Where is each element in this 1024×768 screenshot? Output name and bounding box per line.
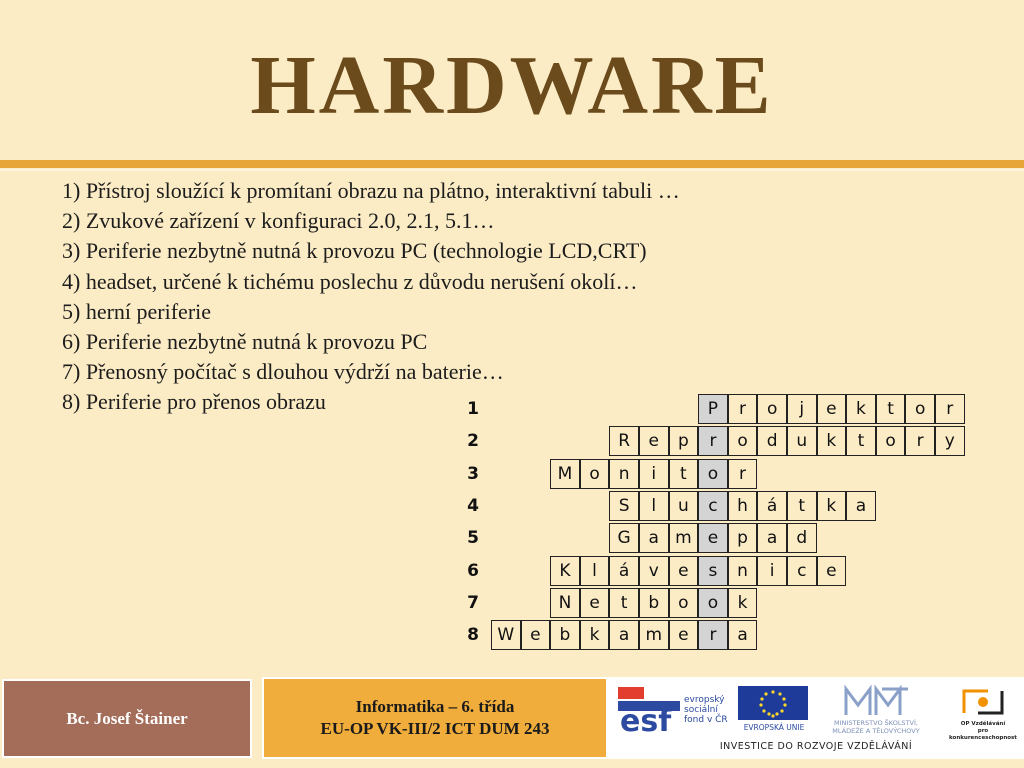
crossword-cell: k [817,491,847,521]
crossword-cell: o [669,588,699,618]
crossword-cell: v [639,556,669,586]
crossword-cell: k [580,620,610,650]
investment-slogan: INVESTICE DO ROZVOJE VZDĚLÁVÁNÍ [719,741,913,752]
esf-label-2: sociální [684,705,718,715]
title-divider [0,160,1024,168]
clue-5: 5) herní periferie [62,298,212,324]
esf-logo [614,685,732,737]
crossword-cell: y [935,426,965,456]
crossword-cell: á [757,491,787,521]
crossword-cell: o [757,394,787,424]
crossword-cell: G [609,523,639,553]
crossword-cell: u [669,491,699,521]
crossword-cell: t [669,459,699,489]
course-box [262,677,608,759]
crossword-cell: o [905,394,935,424]
crossword-cell: S [609,491,639,521]
crossword-cell: o [698,459,728,489]
crossword-cell: a [728,620,758,650]
clue-1: 1) Přístroj sloužící k promítaní obrazu na plátno, interaktivní tabuli … [62,178,680,203]
crossword-cell: P [698,394,728,424]
crossword-cell: n [728,556,758,586]
crossword-cell: l [639,491,669,521]
crossword-cell: k [728,588,758,618]
crossword-cell: N [550,588,580,618]
crossword-cell: d [787,523,817,553]
course-title: Informatika – 6. třída [355,697,515,716]
crossword-cell: e [817,394,847,424]
clue-2: 2) Zvukové zařízení v konfiguraci 2.0, 2.1, 5.1… [62,208,495,234]
crossword-cell: e [817,556,847,586]
eu-caption: EVROPSKÁ UNIE [743,723,805,732]
crossword-cell: a [757,523,787,553]
title-divider-highlight [0,169,1024,171]
crossword-cell: K [550,556,580,586]
msmt-logo-icon [842,683,912,719]
course-code: EU-OP VK-III/2 ICT DUM 243 [320,719,550,738]
crossword-cell: k [817,426,847,456]
crossword-cell: e [669,556,699,586]
crossword-cell: r [698,620,728,650]
crossword-cell: j [787,394,817,424]
crossword-cell: t [609,588,639,618]
crossword-cell: r [698,426,728,456]
crossword-cell: t [787,491,817,521]
esf-label-3: fond v ČR [684,715,728,725]
crossword-cell: b [639,588,669,618]
crossword-cell: p [728,523,758,553]
crossword-cell: k [846,394,876,424]
crossword-cell: r [728,459,758,489]
crossword-cell: e [521,620,551,650]
crossword-cell: R [609,426,639,456]
crossword-cell: M [550,459,580,489]
opvk-caption: OP Vzdělávání pro konkurenceschopnost [949,721,1017,741]
crossword-cell: s [698,556,728,586]
crossword-cell: e [580,588,610,618]
crossword-cell: á [609,556,639,586]
crossword-cell: r [905,426,935,456]
crossword-cell: h [728,491,758,521]
clue-8: 8) Periferie pro přenos obrazu [62,389,326,415]
clue-3: 3) Periferie nezbytně nutná k provozu PC (technologie LCD,CRT) [62,238,647,264]
crossword-cell: i [757,556,787,586]
crossword-cell: o [698,588,728,618]
svg-text:esf: esf [620,704,672,735]
crossword-row-number: 6 [467,560,479,581]
crossword-cell: t [846,426,876,456]
crossword-cell: t [876,394,906,424]
crossword-cell: i [639,459,669,489]
crossword-cell: m [639,620,669,650]
crossword-row-number: 8 [467,625,479,646]
crossword-row-number: 4 [467,495,479,516]
crossword-cell: o [728,426,758,456]
eu-flag-icon [738,686,808,720]
crossword-cell: e [698,523,728,553]
crossword-cell: r [728,394,758,424]
crossword-cell: W [491,620,521,650]
clue-7: 7) Přenosný počítač s dlouhou výdrží na baterie… [62,359,504,385]
clue-4: 4) headset, určené k tichému poslechu z důvodu nerušení okolí… [62,268,638,294]
crossword-cell: e [669,620,699,650]
esf-icon [614,685,684,735]
opvk-logo-icon [958,683,1008,721]
crossword-cell: a [639,523,669,553]
crossword-row-number: 5 [467,528,479,549]
title-band [0,0,1024,158]
crossword-row-number: 3 [467,463,479,484]
funding-logos [608,677,1024,759]
crossword-cell: a [609,620,639,650]
crossword-row-number: 1 [467,399,479,419]
msmt-caption: MINISTERSTVO ŠKOLSTVÍ, MLÁDEŽE A TĚLOVÝCHOVY [832,719,920,735]
esf-label-1: evropský [684,695,725,705]
clue-list [62,176,680,418]
author-name: Bc. Josef Štainer [66,708,188,728]
clue-6: 6) Periferie nezbytně nutná k provozu PC [62,329,428,355]
crossword-cell: m [669,523,699,553]
crossword-cell: u [787,426,817,456]
crossword-cell: o [580,459,610,489]
crossword-cell: e [639,426,669,456]
author-box [2,679,252,758]
crossword-row-number: 2 [467,431,479,452]
crossword-cell: p [669,426,699,456]
slide-title: HARDWARE [250,39,774,132]
crossword-cell: c [787,556,817,586]
crossword-cell: c [698,491,728,521]
crossword-cell: b [550,620,580,650]
crossword-cell: l [580,556,610,586]
crossword-row-number: 7 [467,592,479,613]
crossword-cell: a [846,491,876,521]
crossword-cell: r [935,394,965,424]
crossword-cell: n [609,459,639,489]
crossword-cell: d [757,426,787,456]
crossword-cell: o [876,426,906,456]
